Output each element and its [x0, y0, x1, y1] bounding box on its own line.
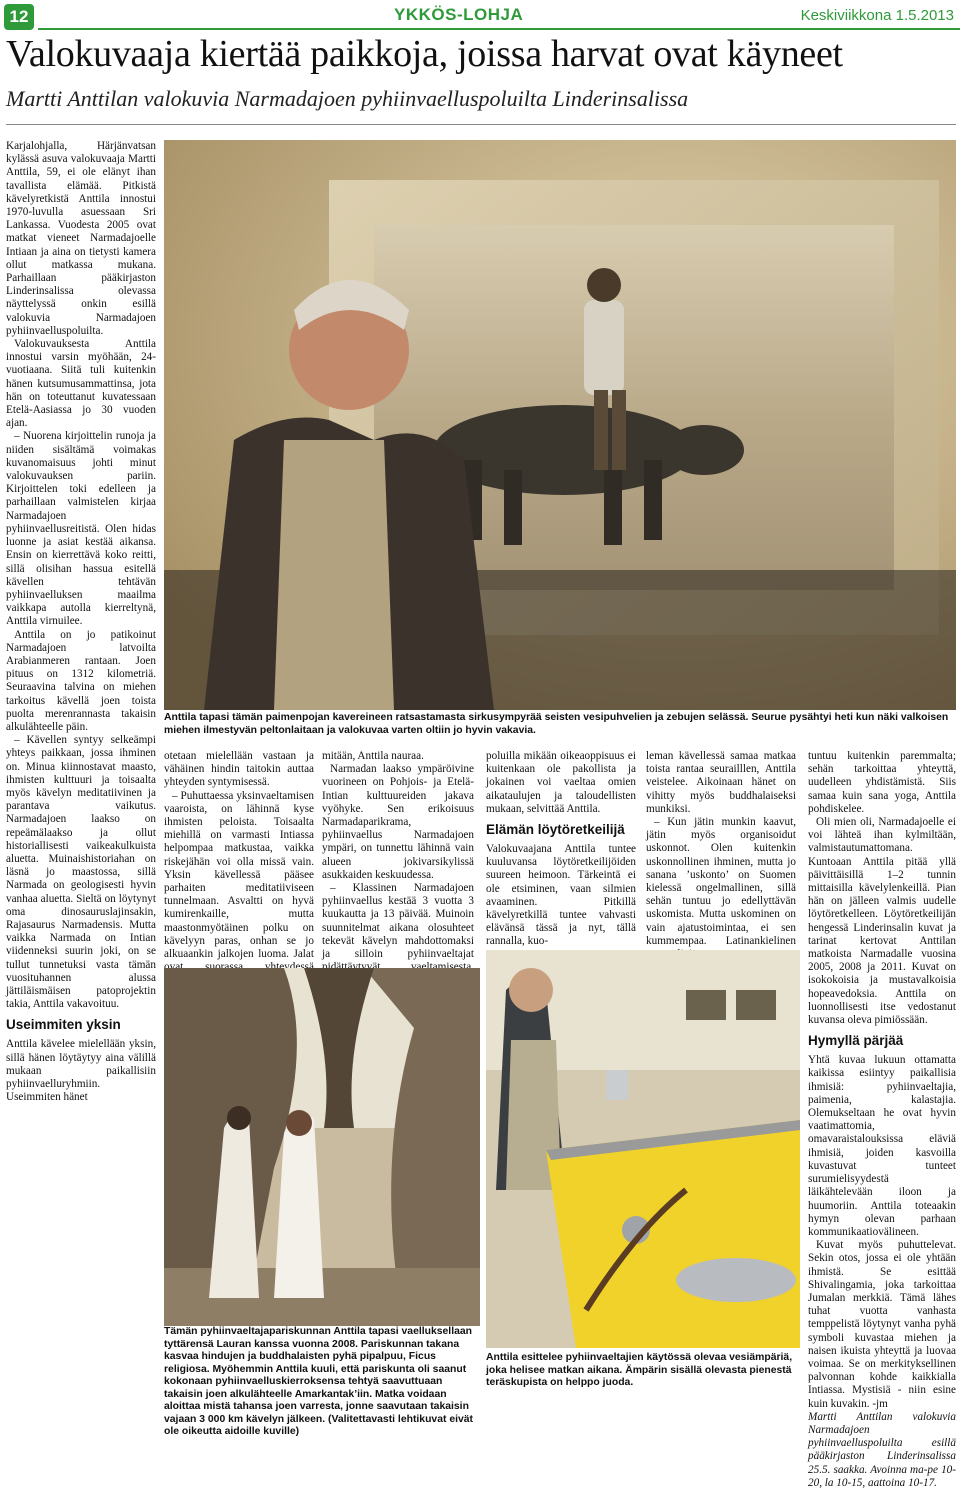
section-name: YKKÖS-LOHJA	[394, 5, 524, 24]
body-paragraph: – Klassinen Narmadajoen pyhiinvaellus kestää 3 vuotta 3 kuukautta ja 13 päivää. Muinoin suunnitelmat aikana olosuhteet tekevät kävelyn mahdottomaksi ja silloin pyhiinvaeltajat	[322, 882, 474, 961]
issue-date: Keskiviikkona 1.5.2013	[800, 7, 954, 24]
column-3	[322, 750, 474, 988]
main-photo-illustration	[164, 140, 956, 710]
body-paragraph: Anttila kävelee mielellään yksin, sillä hänen löytäytyy aina välillä mukaan paikallisiin pyhiinvaelluryhmiin. Useimmiten hänet	[6, 1038, 156, 1104]
body-paragraph: otetaan mielellään vastaan ja vähäinen hindin taitokin auttaa yhteyden syntymisessä.	[164, 750, 314, 789]
pilgrim-couple-caption: Tämän pyhiinvaeltajapariskunnan Anttila tapasi vaelluksellaan tyttärensä Lauran kanssa vuonna 2008. Pariskunnan takana kasvaa hindujen ja buddhalaisten pyhä pipalpuu, Ficus religiosa. Myöhemmin Anttila kuuli, että pariskunta oli saanut kokonaan pyhiinvaelluskierroksensa tehtyä saavuttuaan takaisin joen alkulähteelle Amarkantak’iin. Matka voidaan aloittaa mistä tahansa joen varresta, jonne saavutaan takaisin vajaan 3 000 km kävelyn jälkeen. (Valitettavasti lehtikuvat eivät ole oikeutta aidoille kuville)	[164, 1326, 474, 1437]
column-2	[164, 750, 314, 1001]
body-paragraph: – Kun jätin munkin kaavut, jätin myös organisoidut uskonnot. Olen kuitenkin uskonnollinen ihminen, mutta jo sanana ’uskonto’ on Suomen kielessä ongelmallinen, sillä sehän tuntuu jo edellyttävän uskomista. Mutta uskominen on vain ajatustoimintaa, ei sen kummempaa. Latinankielinen	[646, 816, 796, 947]
main-photo-caption: Anttila tapasi tämän paimenpojan kavereineen ratsastamasta sirkusympyrää seisten vesipuhvelien ja zebujen selässä. Seurue pysähtyi heti kun näki valkoisen miehen ilmestyvän peltonlaitaan ja valokuvaa varten oltiin jo hyvin vakavia.	[164, 712, 949, 736]
intro-paragraph: Karjalohjalla, Härjänvatsan kylässä asuva valokuvaaja Martti Anttila, 59, ei ole elänyt ihan tavallista elämää. Pitkistä kävelyretkistä Anttila innostui 1970-luvulla asuessaan Sri Lankassa. Vuodesta 2005 ovat matkat vieneet Narmadajoelle Intiaan ja aina on tietysti kamera ollut matkassa mukana. Parhaillaan pääkirjaston Linderinsalissa olevassa näyttelyssä onkin esillä valokuvia Narmadajoen pyhiinvaelluspoluilta.	[6, 140, 156, 337]
body-paragraph: leman kävellessä samaa matkaa toista rantaa seurailllen, Anttila veistelee. Aikoinaan hänet on vihitty myös buddhalaiseksi munkiksi.	[646, 750, 796, 815]
pilgrim-couple-photo	[164, 968, 480, 1326]
subheading-hymylla: Hymyllä pärjää	[808, 1033, 904, 1049]
page-number-badge: 12	[4, 4, 34, 30]
body-paragraph: Valokuvauksesta Anttila innostui varsin myöhään, 24-vuotiaana. Siitä tuli kuitenkin hänen kutsumusammattinsa, jota hän on toteuttanut kuvatessaan Etelä-Aasiassa jo 30 vuoden ajan.	[6, 338, 156, 430]
body-paragraph: Narmadan laakso ympäröivine vuorineen on Pohjois- ja Etelä-Intian kulttuureiden jakava vyöhyke. Sen erikoisuus Narmadaparikrama, pyhiinvaellus Narmadajoen ympäri, on tunnettu lähinnä vain alueen jokivarsikylissä asukkaiden keskuudessa.	[322, 763, 474, 881]
anttila-display-photo	[486, 950, 800, 1348]
exhibition-credit: Martti Anttilan valokuvia Narmadajoen pyhiinvaelluspoluilta esillä pääkirjaston Linderinsalissa 25.5. saakka. Avoinna ma-pe 10-20, la 10-15, aattoina 10-17.	[808, 1410, 956, 1489]
subheading-yksin: Useimmiten yksin	[6, 1017, 121, 1033]
anttila-display-caption: Anttila esittelee pyhiinvaeltajien käytössä olevaa vesiämpäriä, joka helisee matkan aikana. Ämpärin sisällä olevasta pienestä teräskupista on helppo juoda.	[486, 1352, 793, 1388]
column-6	[808, 750, 956, 1490]
subheadline: Martti Anttilan valokuvia Narmadajoen pyhiinvaelluspoluilta Linderinsalissa	[6, 86, 689, 111]
subheading-loytoretkeilija: Elämän löytöretkeilijä	[486, 822, 625, 838]
body-paragraph: Kuvat myös puhuttelevat. Sekin otos, jossa ei ole yhtään ihmistä. Se esittää Shivalingamia, joka tarkoittaa Jumalan merkkiä. Tämä lähes tuhat vuotta vanhasta temppelistä löytynyt vanha pyhä symboli kuvastaa miehen ja naisen ikuista yhteyttä ja luovaa voimaa. Se on merkityksellinen palvonnan kohde kaikkialla Intiassa. Mystisiä - niin esine kuin kuvakin. -jm	[808, 1239, 956, 1410]
body-paragraph: – Nuorena kirjoittelin runoja ja niiden sisältämä voimakas kuvanomaisuus johti minut valokuvauksen pariin. Kirjoittelen toki edelleen ja parhaillaan valmistelen kirjaa Narmadajoen pyhiinvaellusreitistä. Olen hidas luonne ja asiat kestää aikansa. Ensin on kierrettävä koko reitti, sillä olisihan hassua esitellä kävellen tehtävän pyhiinvaelluksen maailma vaikkapa autolla kierreltynä, Anttila virnuilee.	[6, 430, 156, 628]
column-4	[486, 750, 636, 949]
body-paragraph: mitään, Anttila nauraa.	[322, 750, 424, 762]
body-paragraph: – Puhuttaessa yksinvaeltamisen vaaroista, on lähinnä kyse ihmisten peloista. Toisaalta miehillä on varmasti Intiassa helpompaa matkustaa, vaikka riskejähän voi olla missä vain. Yksin kävellessä pääsee parhaiten meditatiiviseen tunnelmaan. Asvaltti on hyvä kumirenkaille, mutta maastonmyötäinen polku on kävelyyn paras, onhan se jo alkuaankin jalkojen luoma. Jalat	[164, 789, 314, 961]
body-paragraph: Yhtä kuvaa lukuun ottamatta kaikissa esiintyy paikallisia ihmisiä: pyhiinvaeltajia, paimenia, kalastajia. Olemukseltaan he ovat hyvin vaatimattomia, omavaraistalouksissa eläviä ihmisiä, joiden kasvoilla kuvastuvat tunteet surumielisyydestä läikähtelevään iloon ja huumoriin. Anttila toteaakin hymyn olevan parhaan kommunikaatiovälineen.	[808, 1054, 956, 1238]
body-paragraph: Valokuvaajana Anttila tuntee kuuluvansa löytöretkeilijöiden suureen heimoon. Tärkeintä ei ole etsiminen, vaan silmien avaaminen. Pitkillä kävelyretkillä tuntee vahvasti elävänsä tässä ja nyt, tällä rannalla, kuo-	[486, 843, 636, 948]
column-5	[646, 750, 796, 961]
main-photo	[164, 140, 956, 710]
masthead-rule	[38, 28, 960, 30]
column-1	[6, 140, 156, 1104]
headline: Valokuvaaja kiertää paikkoja, joissa harvat ovat käyneet	[6, 33, 843, 75]
anttila-display-illustration	[486, 950, 800, 1348]
body-paragraph: Oli mien oli, Narmadajoelle ei voi lähteä ihan kylmiltään, valmistautumattomana. Kuntoaan Anttila pitää yllä päivittäisillä 1–2 tunnin mittaisilla kävelylenkeillä. Pian hän on jälleen valmis uudelle löytöretkelleen. Löytöretkeilijän hengessä Linderinsalin kuvat ja tarinat kertovat Anttilan matkoista Narmadalle vuosina 2005, 2008 ja 2011. Kuvat on isokokoisia ja mustavalkoisia hopeavedoksia. Anttila on luonnollisesti itse vedostanut kuvansa oleva pimiössään.	[808, 816, 956, 1027]
body-paragraph: Anttila on jo patikoinut Narmadajoen latvoilta Arabianmeren rantaan. Joen pituus on 1312 kilometriä. Seuraavina talvina on miehen tarkoitus kävellä joen toista puolta merenrannasta takaisin alkulähteelle päin.	[6, 628, 156, 733]
body-paragraph: poluilla mikään oikeaoppisuus ei kuitenkaan ole pakollista ja jokainen voi vaeltaa omien aikataulujen ja taloudellisten mukaan, selvittää Anttila.	[486, 750, 636, 815]
header-divider	[6, 124, 956, 125]
body-paragraph: – Kävellen syntyy selkeämpi yhteys paikkaan, jossa ihminen on. Minua kiinnostavat maasto, ihmisten kulttuuri ja toisaalta myös kävelyn meditatiivinen ja parantava vaikutus. Narmadajoen laakso on repeämälaakso ja ollut historiallisesti vaikeakulkuista aluetta. Muinaishistoriahan on läsnä jo maastossa, sillä Narmada on geologisesti hyvin vanhaa aluetta. Sieltä on löytynyt oma dinosauruslajinsakin, Rajasaurus Narmadensis. Mutta vaikka Narmada on Intian viidenneksi suurin joki, on se tullut tunnetuksi vasta tämän vuosituhannen alussa jättiläismäisen patoprojektin takia, Anttila vakavoituu.	[6, 734, 156, 1011]
pilgrim-couple-illustration	[164, 968, 480, 1326]
body-paragraph: tuntuu kuitenkin paremmalta; sehän tarkoittaa yhteyttä, uudelleen yhdistämistä. Siis samaa kuin sana yoga, Anttila pohdiskelee.	[808, 750, 956, 815]
